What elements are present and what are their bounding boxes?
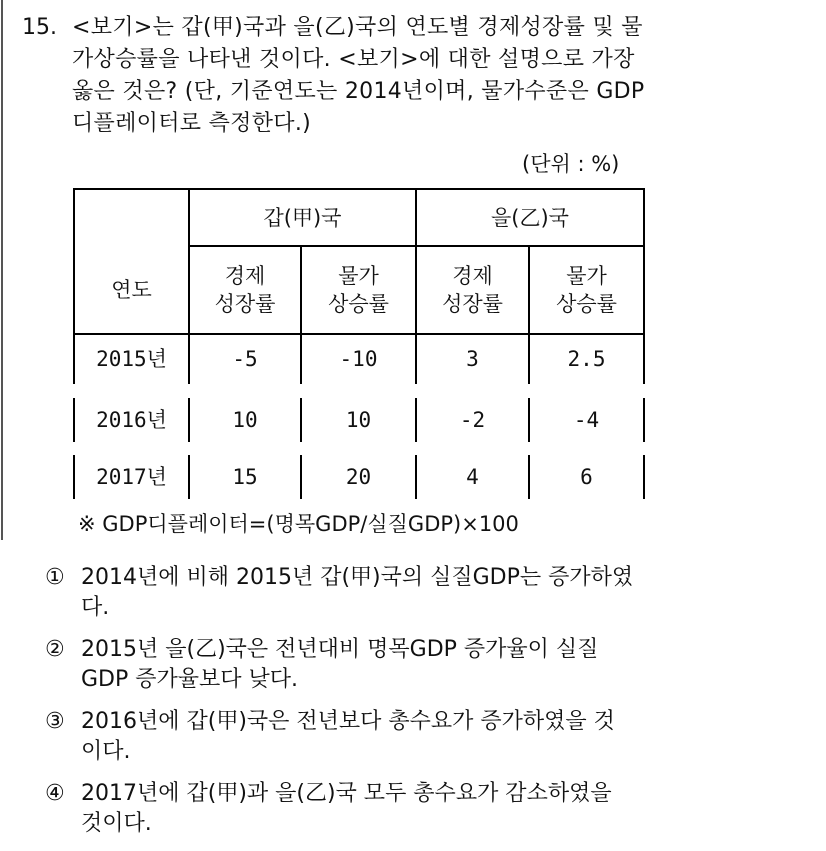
value-cell: 15 [232,465,258,489]
choice-1[interactable] [45,563,805,623]
question-line: 가상승률을 나타낸 것이다. <보기>에 대한 설명으로 가장 [72,47,635,72]
value-cell: -4 [573,408,600,432]
value-cell: 20 [345,465,372,489]
gdp-deflator-note: ※ GDP디플레이터=(명목GDP/실질GDP)×100 [78,512,519,536]
choice-marker: ③ [45,709,65,734]
value-cell: 10 [345,408,372,432]
choice-4[interactable] [45,779,805,839]
country-header-eul: 을(乙)국 [491,205,569,230]
left-margin-rule [1,0,3,540]
country-header-gap: 갑(甲)국 [263,205,342,230]
table-unit-label: (단위 : %) [522,152,620,176]
choice-marker: ④ [45,781,65,806]
subheader-gap-growth: 경제 성장률 [214,264,276,316]
subheader-eul-growth: 경제 성장률 [442,264,503,316]
subheader-gap-inflation: 물가 상승률 [328,264,389,316]
value-cell: 10 [232,408,258,432]
value-cell: -10 [339,347,378,371]
choice-marker: ② [45,637,65,662]
value-cell: 2.5 [567,347,606,371]
choice-marker: ① [45,565,65,590]
question-number: 15. [22,15,57,40]
choice-text: GDP 증가율보다 낮다. [81,667,298,692]
year-cell: 2017년 [96,465,167,489]
table-border [643,188,645,384]
value-cell: 3 [466,347,479,371]
choice-3[interactable] [45,707,805,767]
value-cell: -5 [232,347,258,371]
question-line: 디플레이터로 측정한다.) [72,111,311,136]
year-cell: 2016년 [96,408,167,432]
year-cell: 2015년 [96,347,167,371]
value-cell: 4 [466,465,479,489]
table-border [643,455,645,499]
question-line: <보기>는 갑(甲)국과 을(乙)국의 연도별 경제성장률 및 물 [72,15,643,40]
choice-text: 2016년에 갑(甲)국은 전년보다 총수요가 증가하였을 것 [81,709,615,734]
value-cell: 6 [580,465,593,489]
year-header: 연도 [111,278,152,302]
table-border [643,398,645,442]
choice-text: 이다. [81,739,131,764]
choice-text: 2014년에 비해 2015년 갑(甲)국의 실질GDP는 증가하였 [81,565,634,590]
choice-2[interactable] [45,635,805,695]
choice-text: 다. [81,595,110,620]
value-cell: -2 [459,408,486,432]
question-line: 옳은 것은? (단, 기준연도는 2014년이며, 물가수준은 GDP [72,79,645,104]
question-text [72,12,792,140]
answer-choices [45,563,805,851]
choice-text: 2017년에 갑(甲)과 을(乙)국 모두 총수요가 감소하였을 [81,781,612,806]
subheader-eul-inflation: 물가 상승률 [556,264,617,316]
choice-text: 2015년 을(乙)국은 전년대비 명목GDP 증가율이 실질 [81,637,599,662]
choice-text: 것이다. [81,811,152,836]
